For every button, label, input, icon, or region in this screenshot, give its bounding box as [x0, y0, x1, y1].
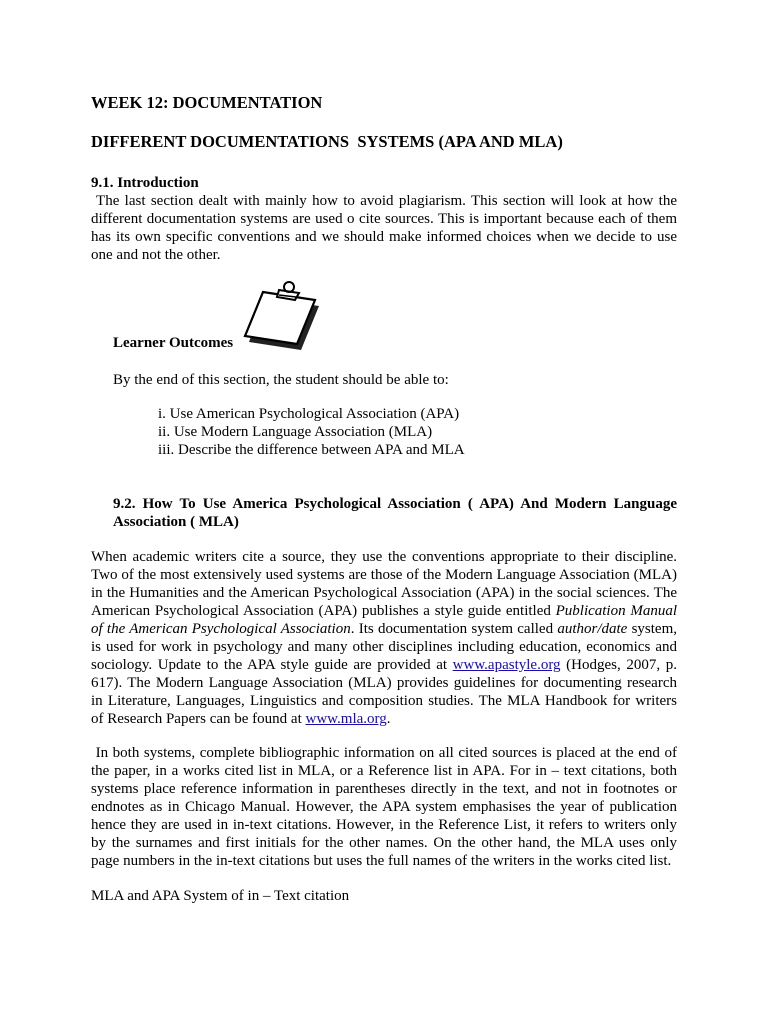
paragraph-both-systems	[91, 744, 677, 870]
intro-line: one and not the other.	[91, 247, 221, 263]
apastyle-link[interactable]: www.apastyle.org	[452, 657, 561, 673]
p1-text: .	[386, 711, 391, 727]
closing-line: MLA and APA System of in – Text citation	[91, 888, 350, 904]
intro-title: 9.1. Introduction	[91, 175, 199, 191]
p2-line: endnotes as in Chicago Manual. However, the APA system emphasises the year of publication	[91, 799, 677, 815]
mla-link[interactable]: www.mla.org	[305, 711, 387, 727]
outcomes-lead: By the end of this section, the student should be able to:	[113, 372, 449, 388]
intro-paragraph	[91, 192, 677, 264]
p1-line	[91, 656, 677, 674]
systems-heading: DIFFERENT DOCUMENTATIONS SYSTEMS (APA AND MLA)	[91, 132, 563, 151]
p1-line: is used for work in psychology and many other disciplines including education, economics and	[91, 639, 677, 655]
p1-text: system,	[627, 621, 678, 637]
p2-line: In both systems, complete bibliographic information on all cited sources is placed at the end of	[91, 745, 677, 761]
p1-line	[91, 620, 677, 638]
p1-line: in the Humanities and the American Psychological Association (APA) in the social sciences. The	[91, 585, 677, 601]
outcome-item: ii. Use Modern Language Association (MLA)	[158, 424, 433, 440]
publication-title: Publication Manual	[555, 603, 678, 619]
p2-line: the paper, in a works cited list in MLA, or a Reference list in APA. For in – text citations, both	[91, 763, 677, 779]
week-heading: WEEK 12: DOCUMENTATION	[91, 93, 323, 112]
p2-line: page numbers in the in-text citations but uses the full names of the writers in the works cited list.	[91, 853, 672, 869]
intro-line: has its own specific conventions and we should make informed choices when we decide to use	[91, 229, 677, 245]
section-9-2-title: 9.2. How To Use America Psychological Association ( APA) And Modern Language Association ( MLA)	[113, 496, 677, 530]
p1-text: of Research Papers can be found at	[91, 711, 306, 727]
learner-outcomes-label: Learner Outcomes	[113, 335, 234, 351]
p2-line: systems place reference information in parentheses directly in the text, and not in footnotes or	[91, 781, 677, 797]
clipboard-icon	[243, 278, 321, 350]
intro-line: The last section dealt with mainly how to avoid plagiarism. This section will look at how the	[91, 193, 677, 209]
outcome-item: iii. Describe the difference between APA and MLA	[158, 442, 465, 458]
outcomes-list	[158, 405, 465, 459]
outcome-item: i. Use American Psychological Association (APA)	[158, 406, 460, 422]
author-date-term: author/date	[557, 621, 628, 637]
p1-line: When academic writers cite a source, they use the conventions appropriate to their discipline.	[91, 549, 677, 565]
p1-text: American Psychological Association (APA) publishes a style guide entitled	[91, 603, 556, 619]
p1-line: Two of the most extensively used systems are those of the Modern Language Association (MLA)	[91, 567, 677, 583]
paragraph-systems	[91, 548, 677, 728]
intro-line: different documentation systems are used o cite sources. This is important because each of them	[91, 211, 677, 227]
p1-line: in Literature, Languages, Linguistics and composition studies. The MLA Handbook for writers	[91, 693, 677, 709]
p1-line	[91, 710, 677, 728]
p1-line: 617). The Modern Language Association (MLA) provides guidelines for documenting research	[91, 675, 677, 691]
p1-line	[91, 602, 677, 620]
p2-line: by the surnames and first initials for the other names. On the other hand, the MLA uses only	[91, 835, 677, 851]
publication-title-cont: of the American Psychological Association	[91, 621, 351, 637]
p2-line: hence they are used in in-text citations. However, in the Reference List, it refers to writers only	[91, 817, 677, 833]
p1-text: sociology. Update to the APA style guide are provided at	[91, 657, 453, 673]
p1-text: (Hodges, 2007, p.	[560, 657, 677, 673]
p1-text: . Its documentation system called	[350, 621, 558, 637]
